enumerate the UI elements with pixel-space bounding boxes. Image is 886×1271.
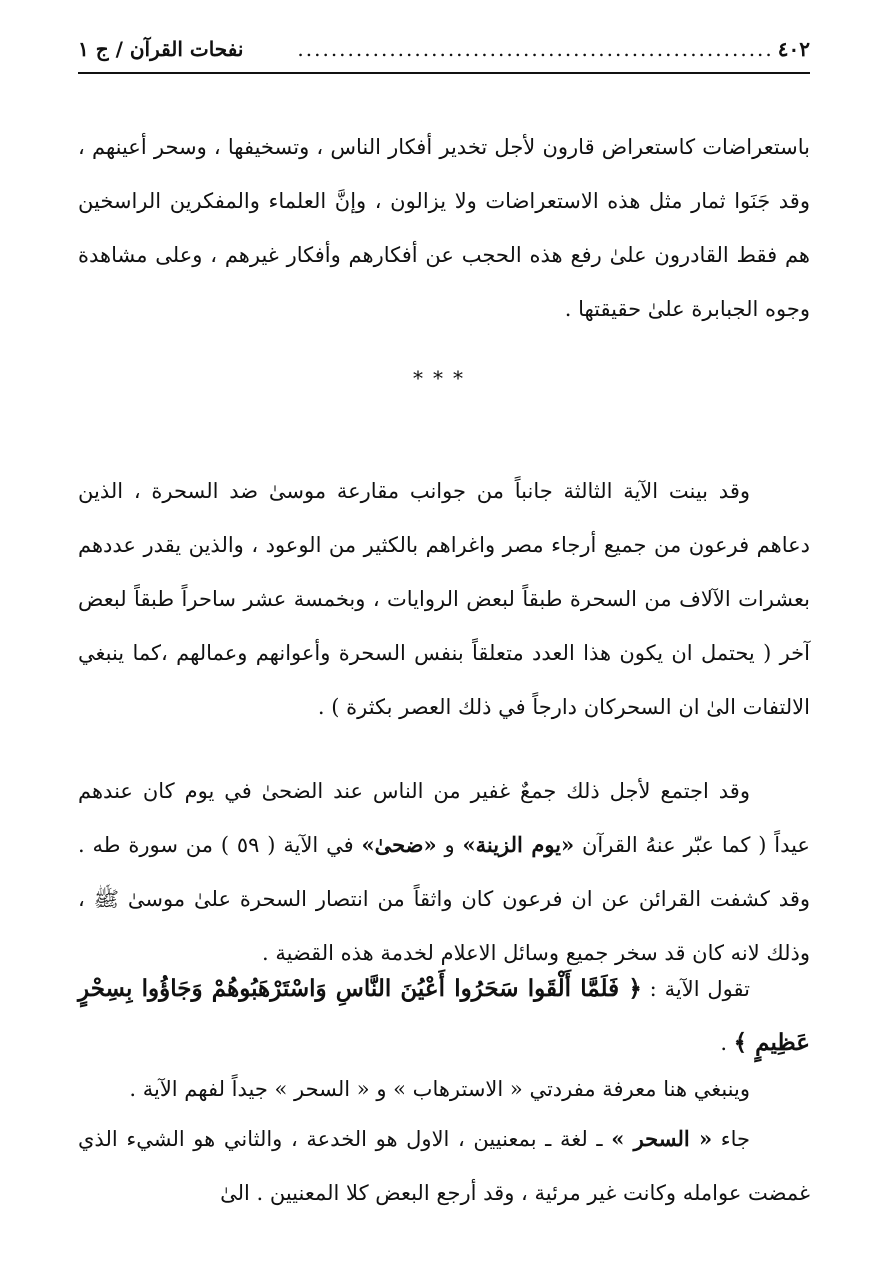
paragraph-3-text-c: في الآية ( ٥٩ ) من سورة طه . وقد كشفت القرائن عن ان فرعون كان واثقاً من انتصار السحرة علىٰ موسىٰ ﷺ ، وذلك لانه كان قد سخر جميع وسائل الاعلام لخدمة هذه القضية . bbox=[78, 833, 810, 965]
paragraph-1 bbox=[78, 120, 810, 336]
book-title: نفحات القرآن / ج ١ bbox=[78, 37, 244, 61]
paragraph-5 bbox=[78, 1062, 810, 1116]
section-separator: *** bbox=[413, 366, 473, 390]
quran-verse: ﴿ فَلَمَّا أَلْقَوا سَحَرُوا أَعْيُنَ النَّاسِ وَاسْتَرْهَبُوهُمْ وَجَاؤُوا بِسِحْرٍ عَظِيمٍ ﴾ bbox=[78, 975, 810, 1056]
paragraph-5-text: وينبغي هنا معرفة مفردتي « الاسترهاب » و « السحر » جيداً لفهم الآية . bbox=[129, 1077, 750, 1101]
paragraph-3 bbox=[78, 764, 810, 980]
paragraph-1-text: باستعراضات كاستعراض قارون لأجل تخدير أفكار الناس ، وتسخيفها ، وسحر أعينهم ، وقد جَنَوا ثمار مثل هذه الاستعراضات ولا يزالون ، وإنَّ العلماء والمفكرين الراسخين هم فقط القادرون علىٰ رفع هذه الحجب عن أفكارهم وأفكار غيرهم ، وعلى مشاهدة وجوه الجبابرة علىٰ حقيقتها . bbox=[78, 135, 810, 321]
paragraph-6-text-a: جاء bbox=[712, 1127, 750, 1151]
sihr-term: « السحر » bbox=[611, 1126, 713, 1151]
header-leader-dots: ......................................................... bbox=[297, 37, 774, 61]
paragraph-4 bbox=[78, 962, 810, 1070]
paragraph-6 bbox=[78, 1112, 810, 1220]
yawm-al-zina-term: «يوم الزينة» bbox=[462, 832, 575, 857]
paragraph-3-text-a: وقد اجتمع لأجل ذلك جمعٌ غفير من الناس عند الضحىٰ في يوم كان عندهم عيداً ( كما عبّر عنهُ القرآن bbox=[78, 779, 810, 857]
paragraph-2 bbox=[78, 464, 810, 734]
paragraph-4-text-a: تقول الآية : bbox=[641, 977, 750, 1001]
page-number: ٤٠٢ bbox=[777, 37, 810, 61]
running-header bbox=[78, 32, 810, 66]
duha-term: «ضحىٰ» bbox=[361, 832, 437, 857]
paragraph-2-text: وقد بينت الآية الثالثة جانباً من جوانب مقارعة موسىٰ ضد السحرة ، الذين دعاهم فرعون من جميع أرجاء مصر واغراهم بالكثير من الوعود ، والذين يقدر عددهم بعشرات الآلاف من السحرة طبقاً لبعض الروايات ، وبخمسة عشر ساحراً طبقاً لبعض آخر ( يحتمل ان يكون هذا العدد متعلقاً بنفس السحرة وأعوانهم وعمالهم ،كما ينبغي الالتفات الىٰ ان السحركان دارجاً في ذلك العصر بكثرة ) . bbox=[78, 479, 810, 719]
header-rule bbox=[78, 72, 810, 74]
paragraph-3-text-b: و bbox=[436, 833, 463, 857]
paragraph-6-text-b: ـ لغة ـ بمعنيين ، الاول هو الخدعة ، والثاني هو الشيء الذي غمضت عوامله وكانت غير مرئية ، وقد أرجع البعض كلا المعنيين . الىٰ bbox=[78, 1127, 810, 1205]
paragraph-4-text-b: . bbox=[720, 1031, 734, 1055]
